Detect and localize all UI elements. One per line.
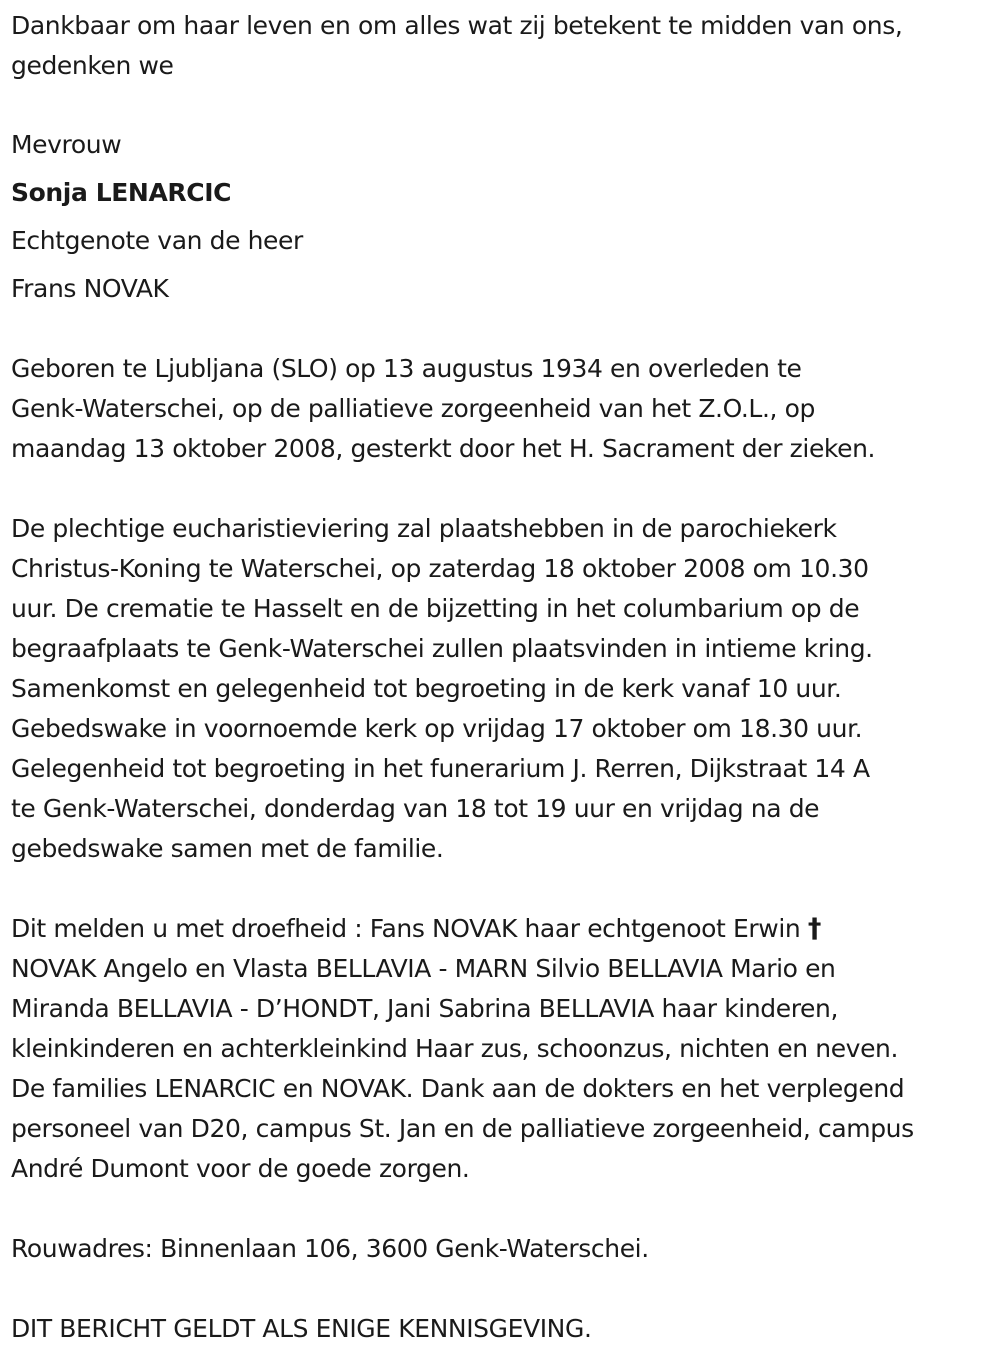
service-line: uur. De crematie te Hasselt en de bijzetting in het columbarium op de	[11, 594, 860, 623]
family-line: André Dumont voor de goede zorgen.	[11, 1154, 470, 1183]
mourning-address: Rouwadres: Binnenlaan 106, 3600 Genk-Waterschei.	[11, 1234, 649, 1263]
family-line: De families LENARCIC en NOVAK. Dank aan de dokters en het verplegend	[11, 1074, 905, 1103]
service-line: te Genk-Waterschei, donderdag van 18 tot 19 uur en vrijdag na de	[11, 794, 820, 823]
intro-line: gedenken we	[11, 51, 174, 80]
service-line: Samenkomst en gelegenheid tot begroeting in de kerk vanaf 10 uur.	[11, 674, 842, 703]
birth-death-line: Geboren te Ljubljana (SLO) op 13 augustus 1934 en overleden te	[11, 354, 802, 383]
person-relation: Echtgenote van de heer	[11, 226, 303, 255]
intro-line: Dankbaar om haar leven en om alles wat zij betekent te midden van ons,	[11, 11, 903, 40]
family-line: Miranda BELLAVIA - D’HONDT, Jani Sabrina BELLAVIA haar kinderen,	[11, 994, 839, 1023]
service-line: begraafplaats te Genk-Waterschei zullen plaatsvinden in intieme kring.	[11, 634, 873, 663]
cross-icon: †	[807, 913, 821, 944]
family-line: personeel van D20, campus St. Jan en de palliatieve zorgeenheid, campus	[11, 1114, 914, 1143]
birth-death-line: Genk-Waterschei, op de palliatieve zorgeenheid van het Z.O.L., op	[11, 394, 815, 423]
service-line: Gelegenheid tot begroeting in het funerarium J. Rerren, Dijkstraat 14 A	[11, 754, 870, 783]
person-name: Sonja LENARCIC	[11, 178, 232, 207]
person-title: Mevrouw	[11, 130, 122, 159]
birth-death-line: maandag 13 oktober 2008, gesterkt door het H. Sacrament der zieken.	[11, 434, 876, 463]
service-line: Gebedswake in voornoemde kerk op vrijdag 17 oktober om 18.30 uur.	[11, 714, 863, 743]
service-line: gebedswake samen met de familie.	[11, 834, 444, 863]
service-line: Christus-Koning te Waterschei, op zaterdag 18 oktober 2008 om 10.30	[11, 554, 869, 583]
service-line: De plechtige eucharistieviering zal plaatshebben in de parochiekerk	[11, 514, 837, 543]
family-line	[11, 914, 821, 944]
family-line: NOVAK Angelo en Vlasta BELLAVIA - MARN Silvio BELLAVIA Mario en	[11, 954, 836, 983]
spouse-name: Frans NOVAK	[11, 274, 169, 303]
family-line: kleinkinderen en achterkleinkind Haar zus, schoonzus, nichten en neven.	[11, 1034, 899, 1063]
notice-statement: DIT BERICHT GELDT ALS ENIGE KENNISGEVING.	[11, 1314, 592, 1343]
family-intro-text: Dit melden u met droefheid : Fans NOVAK haar echtgenoot Erwin	[11, 914, 801, 943]
